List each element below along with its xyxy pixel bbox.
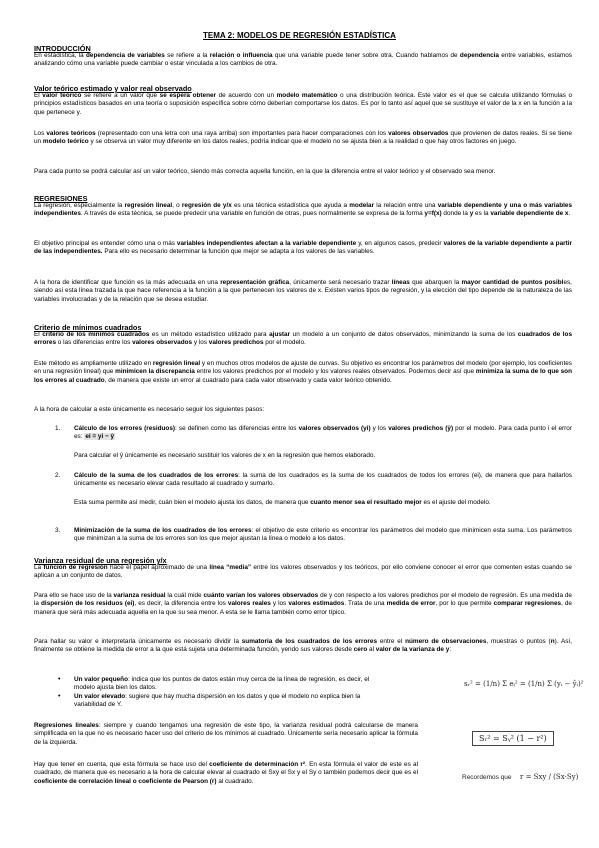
step-number: 3. bbox=[55, 527, 61, 534]
formula-pearson-label: Recordemos que bbox=[462, 774, 512, 781]
coeficiente-paragraph: Hay que tener en cuenta, que esta fórmula se hace uso del coeficiente de determinación r². En esta fórmula el valor de este es al cuadrado, de manera que es necesario a la hora de calcular elevar al cuadrado el Sxy el Sx y el Sy o también podemos decir que es el coeficiente de correlación lineal o coeficiente de Pearson (r) al cuadrado. bbox=[34, 761, 419, 785]
page-title: TEMA 2: MODELOS DE REGRESIÓN ESTADÍSTICA bbox=[203, 31, 396, 40]
formula-pearson: r = Sxy / (Sx·Sy) bbox=[520, 773, 579, 781]
varianza-paragraph-2: Para ello se hace uso de la varianza residual la cuál mide cuánto varían los valores observados de y con respecto a los valores predichos por el modelo de regresión. Es una medida de la dispersión de los residuos (ei), es decir, la diferencia entre los valores reales y los valores estimados. Trata de una medida de error, por lo que permite comparar regresiones, de manera que será más adecuada aquella en la que su sea menor. A esta se le llama también como error típico. bbox=[34, 592, 572, 616]
formula-simplified-variance: Sᵣ² = Sᵧ² (1 − r²) bbox=[472, 731, 554, 746]
section-heading-intro: INTRODUCCIÓN bbox=[34, 44, 91, 53]
section-heading-regresiones: REGRESIONES bbox=[34, 194, 88, 203]
varianza-paragraph-3: Para hallar su valor e interpretarla únicamente es necesario dividir la sumatoria de los cuadrados de los errores entre el número de observaciones, muestras o puntos (n). Así, finalmente se obtiene la medida de error a la que está sujeta una determinada función, yendo sus valores desde cero al valor de la varianza de y: bbox=[34, 638, 572, 654]
section-heading-teorico: Valor teórico estimado y valor real observado bbox=[34, 84, 192, 93]
error-formula: ei = yi − ŷ bbox=[85, 433, 115, 441]
minimos-paragraph-1: El criterio de los mínimos cuadrados es un método estadístico utilizado para ajustar un modelo a un conjunto de datos observados, minimizando la suma de los cuadrados de los errores o las diferencias entre los valores observados y los valores predichos por el modelo. bbox=[34, 331, 573, 347]
step-2-note: Esta suma permite así medir, cuán bien el modelo ajusta los datos, de manera que cuanto menor sea el resultado mejor es el ajuste del modelo. bbox=[74, 499, 491, 506]
regresiones-paragraph-2: El objetivo principal es entender cómo una o más variables independientes afectan a la variable dependiente y, en algunos casos, predecir valores de la variable dependiente a partir de las independientes. Para ello es necesario determinar la función que mejor se adapta a los valores de las variables. bbox=[34, 240, 573, 256]
step-2-text: Cálculo de la suma de los cuadrados de los errores: la suma de los cuadrados es la suma de los cuadrados de todos los errores (ei), de manera que para hallarlos únicamente es necesario elevar cada resultado al cuadrado y sumarlo. bbox=[74, 472, 572, 488]
intro-paragraph: En estadística, la dependencia de variables se refiere a la relación o influencia que una variable puede tener sobre otra. Cuando hablamos de dependencia entre variables, estamos analizando cómo una variable puede cambiar o estar vinculada a los cambios de otra. bbox=[34, 52, 572, 68]
section-heading-minimos: Criterio de mínimos cuadrados bbox=[34, 323, 142, 332]
teorico-paragraph-3: Para cada punto se podrá calcular así un valor teórico, siendo más correcta aquella función, en la que la diferencia entre el valor teórico y el observado sea menor. bbox=[34, 168, 496, 175]
step-1-note: Para calcular el ŷ únicamente es necesario sustituir los valores de x en la regresión que hemos elaborado. bbox=[74, 452, 376, 459]
teorico-paragraph-2: Los valores teóricos (representado con una letra con una raya arriba) son importantes para hacer comparaciones con los valores observados que provienen de datos reales. Si se tiene un modelo teórico y se observa un valor muy diferente en los datos reales, podría indicar que el modelo no se ajusta bien a la realidad o que hay otros factores en juego. bbox=[34, 130, 572, 146]
bullet-icon: • bbox=[58, 693, 61, 700]
step-number: 1. bbox=[55, 425, 61, 432]
minimos-paragraph-3: A la hora de calcular a este únicamente es necesario seguir los siguientes pasos: bbox=[34, 406, 265, 413]
minimos-paragraph-2: Este método es ampliamente utilizado en regresión lineal y en muchos otros modelos de ajuste de curvas. Su objetivo es encontrar los parámetros del modelo (por ejemplo, los coeficientes en una regresión lineal) que minimicen la discrepancia entre los valores predichos por el modelo y los valores reales observados. Podemos decir así que minimiza la suma de lo que son los errores al cuadrado, de manera que existe un error al cuadrado para cada valor observado y cada valor teórico obtenido. bbox=[34, 360, 572, 384]
section-heading-varianza: Varianza residual de una regresión y/x bbox=[34, 556, 167, 565]
step-1-text: Cálculo de los errores (residuos): se definen como las diferencias entre los valores observados (yi) y los valores predichos (ŷ) por el modelo. Para cada punto i el error es: ei = yi − ŷ bbox=[74, 425, 572, 441]
bullet-small-value: Un valor pequeño: indica que los puntos de datos están muy cerca de la línea de regresión, es decir, el modelo ajusta bien los datos. bbox=[74, 676, 370, 692]
bullet-large-value: Un valor elevado: sugiere que hay mucha dispersión en los datos y que el modelo no explica bien la variabilidad de Y. bbox=[74, 693, 361, 709]
regresiones-paragraph-3: A la hora de identificar que función es la más adecuada en una representación gráfica, únicamente será necesario trazar líneas que abarquen la mayor cantidad de puntos posibles, siendo así esta línea trazada la que hace referencia a la función a la que pertenecen los valores de x. Existen varios tipos de regresión, y la elección del tipo depende de la naturaleza de las variables involucradas y de la relación que se desea estudiar. bbox=[34, 279, 572, 303]
teorico-paragraph-1: El valor teórico se refiere a un valor que se espera obtener de acuerdo con un modelo matemático o una distribución teórica. Este valor es el que se calcula utilizando fórmulas o principios estadísticos basados en una teoría o suposición específica sobre cómo deberían comportarse los datos. Es por lo tanto así aquel que se sustituye el valor de la x en la función a la que pertenece y. bbox=[34, 92, 572, 116]
bullet-icon: • bbox=[58, 676, 61, 683]
formula-residual-variance: sᵣ² = (1/n) Σ eᵢ² = (1/n) Σ (yᵢ − ŷᵢ)² bbox=[464, 680, 584, 688]
regresiones-lineales-paragraph: Regresiones lineales: siempre y cuando tengamos una regresión de este tipo, la varianza residual podrá calcularse de manera simplificada en la que no es necesario hacer uso del criterio de los mínimos al cuadrado. Únicamente sería necesario aplicar la fórmula de la izquierda. bbox=[34, 722, 418, 746]
regresiones-paragraph-1: La regresión, especialmente la regresión lineal, o regresión de y/x es una técnica estadística que ayuda a modelar la relación entre una variable dependiente y una o más variables independientes. A través de esta técnica, se puede predecir una variable en función de otras, pues normalmente se expresa de la forma y=f(x) donde la y es la variable dependiente de x. bbox=[34, 202, 572, 218]
varianza-paragraph-1: La función de regresión hace el papel aproximado de una línea “media” entre los valores observados y los teóricos, por ello conviene conocer el error que comenten estas cuando se aplican a un conjunto de datos. bbox=[34, 564, 572, 580]
step-number: 2. bbox=[55, 472, 61, 479]
step-3-text: Minimización de la suma de los cuadrados de los errores: el objetivo de este criterio es encontrar los parámetros del modelo que minimicen esta suma. Los parámetros que minimizan a la suma de los errores son los que mejor ajustan la línea o modelo a los datos. bbox=[74, 527, 572, 543]
